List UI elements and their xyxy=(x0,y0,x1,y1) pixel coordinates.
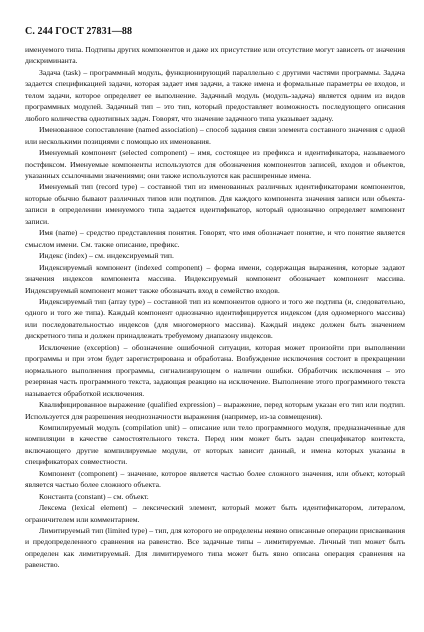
paragraph: именуемого типа. Подтипы других компонентов и даже их присутствие или отсутствие могут зависеть от значения дискриминанта. xyxy=(25,45,405,66)
paragraph: Лексема (lexical element) – лексический элемент, который может быть идентификатором, литералом, ограничителем или комментарием. xyxy=(25,503,405,524)
paragraph: Исключение (exception) – обозначение ошибочной ситуации, которая может произойти при выполнении программы и при этом будет зарегистрирована и обработана. Возбуждение исключения состоит в прекращении нормального выполнения программы, сигнализирующем о наличии ошибки. Обработчик исключения – это резервная часть программного текста, задающая реакцию на исключение. Выполнение этого программного текста называется обработкой исключения. xyxy=(25,342,405,398)
paragraph: Индексируемый тип (array type) – составной тип из компонентов одного и того же подтипа (и, следовательно, одного и того же типа). Каждый компонент однозначно идентифицируется индексом (для одномерного массива) или последовательностью индексов (для многомерного массива). Каждый индекс должен быть значением дискретного типа и должен принадлежать требуемому диапазону индексов. xyxy=(25,296,405,341)
paragraph: Лимитируемый тип (limited type) – тип, для которого не определены неявно описанные операции присваивания и предопределенного сравнения на равенство. Все задачные типы – лимитируемые. Личный тип может быть определен как лимитируемый. Для лимитируемого типа может быть явно описана операция сравнения на равенство. xyxy=(25,526,405,570)
paragraph: Компилируемый модуль (compilation unit) – описание или тело программного модуля, предназначенные для компиляции в качестве самостоятельного текста. Перед ним может быть задан спецификатор контекста, включающего другие компилируемые модули, от которых зависит данный, и имена которых указаны в спецификаторах совместности. xyxy=(25,422,405,467)
paragraph: Индекс (index) – см. индексируемый тип. xyxy=(39,251,174,261)
paragraph: Задача (task) – программный модуль, функционирующий параллельно с другими частями программы. Задача задается спецификацией задачи, которая задает имя задачи, а также имена и формальные параметры ее входов, и телом задачи, которое определяет ее выполнение. Задачный модуль (модуль-задача) является одним из видов программных модулей. Задачный тип – это тип, который предоставляет возможность последующего описания любого количества однотипных задач. Говорят, что значение задачного типа указывает задачу. xyxy=(25,67,405,123)
paragraph: Индексируемый компонент (indexed component) – форма имени, содержащая выражения, которые задают значения индексов компонента массива. Индексируемый компонент обозначает компонент массива. Индексируемый компонент может также обозначать вход в семейство входов. xyxy=(25,262,405,295)
paragraph: Константа (constant) – см. объект. xyxy=(39,491,149,501)
paragraph: Именованное сопоставление (named association) – способ задания связи элемента составного значения с одной или несколькими позициями с помощью их именования. xyxy=(25,125,405,146)
page-header: С. 244 ГОСТ 27831—88 xyxy=(25,26,133,37)
paragraph: Имя (name) – средство представления понятия. Говорят, что имя обозначает понятие, и что понятие является смыслом имени. См. также описание, префикс. xyxy=(25,228,405,249)
paragraph: Именуемый компонент (selected component) – имя, состоящее из префикса и идентификатора, называемого постфиксом. Именуемые компоненты используются для обозначения компонентов записей, входов и объектов, указанных ссылочными значениями; они также используются как расширенные имена. xyxy=(25,148,405,180)
paragraph: Компонент (component) – значение, которое является частью более сложного значения, или объект, который является частью более сложного объекта. xyxy=(25,468,405,490)
paragraph: Квалифицированное выражение (qualified expression) – выражение, перед которым указан его тип или подтип. Используется для разрешения неоднозначности выражения (например, из-за совмещения). xyxy=(25,400,405,421)
paragraph: Именуемый тип (record type) – составной тип из именованных различных идентификаторами компонентов, которые обычно бывают различных типов или подтипов. Для каждого компонента значения записи или объекта-записи в определении именуемого типа задается идентификатор, который однозначно определяет компонент записи. xyxy=(25,182,405,226)
